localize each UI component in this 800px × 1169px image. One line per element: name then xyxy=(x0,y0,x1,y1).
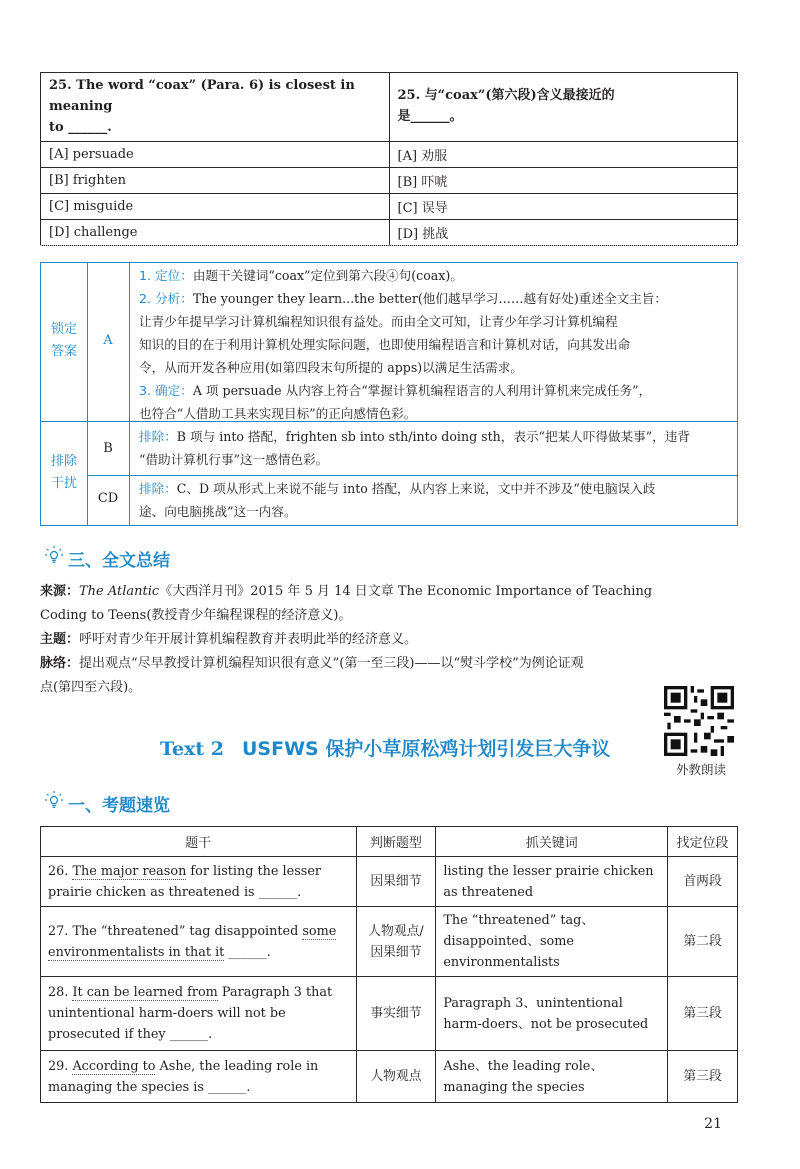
analysis-steps: 1. 定位：由题干关键词“coax”定位到第六段④句(coax)。 2. 分析：The younger they learn...the better(他们越早学习……越有好处)重述全文主旨： 让青少年提早学习计算机编程知识很有益处。而由全文可知，让青少年学习计算机编程 知识的目的在于利用计算机处理实际问题，也即使用编程语言和计算机对话，向其发出命 令，从而开发各种应用(如第四段末句所提的 apps)以满足生活需求。 3. 确定：A 项 persuade 从内容上符合“掌握计算机编程语言的人利用计算机来完成任务”， 也符合“人借助工具来实现目标”的正向感情色彩。 xyxy=(139,268,667,421)
table-header-row xyxy=(41,827,738,857)
table-row xyxy=(41,977,738,1051)
column-header: 抓关键词 xyxy=(436,827,668,857)
divider xyxy=(87,263,88,525)
q25-option-a-cn: [A] 劝服 xyxy=(389,142,738,168)
table-row xyxy=(41,857,738,907)
question-stem: 27. The “threatened” tag disappointed some environmentalists in that it ______. xyxy=(41,907,357,977)
preview-heading: 一、考题速览 xyxy=(68,796,170,816)
q25-en-stem: 25. The word “coax” (Para. 6) is closest in meaning to ______. xyxy=(41,73,390,142)
answer-analysis-box xyxy=(40,262,738,526)
q25-option-c-cn: [C] 误导 xyxy=(389,194,738,220)
divider xyxy=(87,475,737,476)
question-stem: 29. According to Ashe, the leading role in managing the species is ______. xyxy=(41,1051,357,1103)
question-type: 因果细节 xyxy=(356,857,436,907)
lock-answer-label: 锁定 答案 xyxy=(50,322,77,359)
question-paragraph: 第三段 xyxy=(668,977,738,1051)
question-keywords: Paragraph 3、unintentional harm-doers、not be prosecuted xyxy=(436,977,668,1051)
question-keywords: listing the lesser prairie chicken as threatened xyxy=(436,857,668,907)
divider xyxy=(40,245,738,246)
lightbulb-icon xyxy=(44,545,64,565)
summary-context: 脉络：提出观点“尽早教授计算机编程知识很有意义”(第一至三段)——以“熨斗学校”为例论证观 xyxy=(40,656,584,671)
q25-option-d-cn: [D] 挑战 xyxy=(389,220,738,246)
question-paragraph: 第三段 xyxy=(668,1051,738,1103)
table-row xyxy=(41,907,738,977)
option-cd-key: CD xyxy=(97,491,119,506)
eliminate-label: 排除 干扰 xyxy=(50,454,77,491)
option-cd-elimination: 排除：C、D 项从形式上来说不能与 into 搭配，从内容上来说，文中并不涉及“使电脑误入歧 途、向电脑挑战”这一内容。 xyxy=(139,481,656,519)
question-type: 人物观点 xyxy=(356,1051,436,1103)
q25-cn-stem: 25. 与“coax”(第六段)含义最接近的 是______。 xyxy=(389,73,738,142)
text2-title: Text 2 USFWS 保护小草原松鸡计划引发巨大争议 xyxy=(160,738,611,760)
summary-body: 来源：The Atlantic《大西洋月刊》2015 年 5 月 14 日文章 The Economic Importance of Teaching Coding to Teens(教授青少年编程课程的经济意义)。 主题：呼吁对青少年开展计算机编程教育并表明此举的经济意义。 脉络：提出观点“尽早教授计算机编程知识很有意义”(第一至三段)——以“熨斗学校”为例论证观 点(第四至六段)。 xyxy=(40,580,740,700)
option-b-key: B xyxy=(103,441,113,456)
divider xyxy=(129,263,130,525)
summary-theme: 主题：呼吁对青少年开展计算机编程教育并表明此举的经济意义。 xyxy=(40,632,418,647)
column-header: 题干 xyxy=(41,827,357,857)
question-paragraph: 首两段 xyxy=(668,857,738,907)
q25-option-d-en: [D] challenge xyxy=(41,220,390,246)
q25-option-a-en: [A] persuade xyxy=(41,142,390,168)
qr-caption: 外教朗读 xyxy=(675,762,726,777)
column-header: 找定位段 xyxy=(668,827,738,857)
question-type: 事实细节 xyxy=(356,977,436,1051)
summary-heading: 三、全文总结 xyxy=(68,551,170,571)
q25-option-c-en: [C] misguide xyxy=(41,194,390,220)
summary-source: 来源：The Atlantic《大西洋月刊》2015 年 5 月 14 日文章 The Economic Importance of Teaching xyxy=(40,584,653,599)
question-keywords: Ashe、the leading role、managing the species xyxy=(436,1051,668,1103)
q25-option-b-en: [B] frighten xyxy=(41,168,390,194)
option-b-elimination: 排除：B 项与 into 搭配，frighten sb into sth/into doing sth，表示“把某人吓得做某事”，违背 “借助计算机行事”这一感情色彩。 xyxy=(139,429,690,467)
exam-preview-table xyxy=(40,826,738,1103)
question-paragraph: 第二段 xyxy=(668,907,738,977)
question-stem: 26. The major reason for listing the lesser prairie chicken as threatened is ______. xyxy=(41,857,357,907)
question-type: 人物观点/因果细节 xyxy=(356,907,436,977)
table-row xyxy=(41,1051,738,1103)
question-stem: 28. It can be learned from Paragraph 3 that unintentional harm-doers will not be prosecuted if they ______. xyxy=(41,977,357,1051)
column-header: 判断题型 xyxy=(356,827,436,857)
q25-option-b-cn: [B] 吓唬 xyxy=(389,168,738,194)
qr-code-icon[interactable] xyxy=(664,686,734,756)
lightbulb-icon xyxy=(44,790,64,810)
question-keywords: The “threatened” tag、disappointed、some environmentalists xyxy=(436,907,668,977)
page-number: 21 xyxy=(704,1116,722,1132)
q25-table xyxy=(40,72,738,246)
answer-key: A xyxy=(103,333,113,348)
